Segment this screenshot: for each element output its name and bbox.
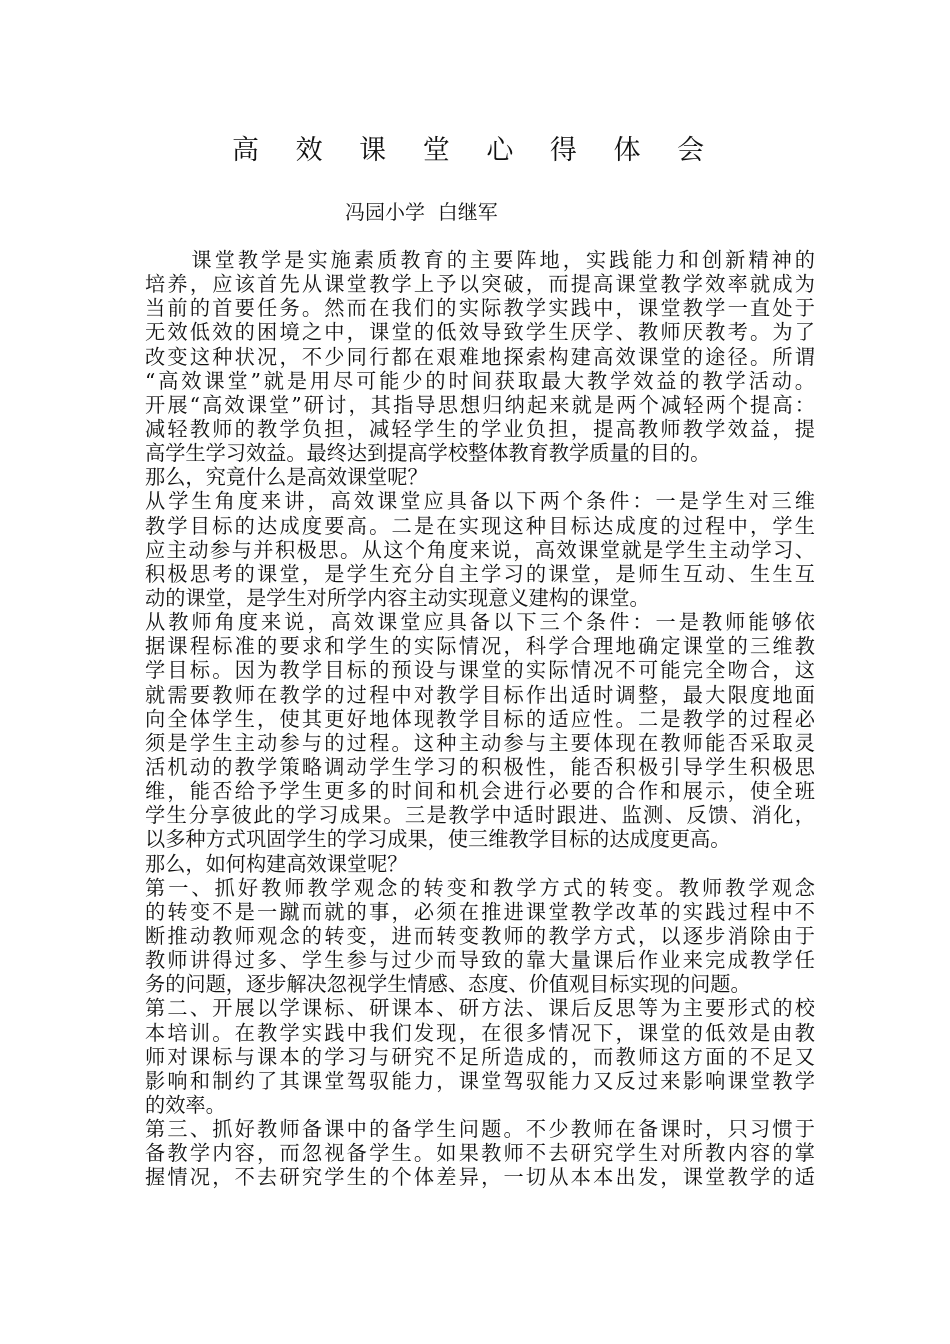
body-line: 当前的首要任务。然而在我们的实际教学实践中，课堂教学一直处于: [145, 296, 815, 321]
body-line: 培养，应该首先从课堂教学上予以突破，而提高课堂教学效率就成为: [145, 272, 815, 297]
body-line: 应主动参与并积极思。从这个角度来说，高效课堂就是学生主动学习、: [145, 537, 815, 562]
body-line: 维，能否给予学生更多的时间和机会进行必要的合作和展示，使全班: [145, 779, 815, 804]
body-line: 减轻教师的教学负担，减轻学生的学业负担，提高教师教学效益，提: [145, 416, 815, 441]
body-line: 就需要教师在教学的过程中对教学目标作出适时调整，最大限度地面: [145, 682, 815, 707]
body-line: 备教学内容，而忽视备学生。如果教师不去研究学生对所教内容的掌: [145, 1141, 815, 1166]
body-line: 的转变不是一蹴而就的事，必须在推进课堂教学改革的实践过程中不: [145, 899, 815, 924]
body-line: 活机动的教学策略调动学生学习的积极性，能否积极引导学生积极思: [145, 754, 815, 779]
body-line: 无效低效的困境之中，课堂的低效导致学生厌学、教师厌教考。为了: [145, 320, 815, 345]
body-line: 第三、抓好教师备课中的备学生问题。不少教师在备课时，只习惯于: [145, 1117, 815, 1142]
body-line: 从教师角度来说，高效课堂应具备以下三个条件：一是教师能够依: [145, 610, 815, 635]
body-line: 的效率。: [145, 1092, 226, 1117]
body-line: 第二、开展以学课标、研课本、研方法、课后反思等为主要形式的校: [145, 996, 815, 1021]
body-line: 断推动教师观念的转变，进而转变教师的教学方式，以逐步消除由于: [145, 923, 815, 948]
body-line: 动的课堂，是学生对所学内容主动实现意义建构的课堂。: [145, 585, 650, 610]
body-line: 握情况，不去研究学生的个体差异，一切从本本出发，课堂教学的适: [145, 1165, 815, 1190]
document-title: 高 效 课 堂 心 得 体 会: [232, 135, 719, 166]
body-line: 课堂教学是实施素质教育的主要阵地，实践能力和创新精神的: [145, 248, 815, 272]
body-line: 从学生角度来讲，高效课堂应具备以下两个条件：一是学生对三维: [145, 489, 815, 514]
body-line: “高效课堂”就是用尽可能少的时间获取最大教学效益的教学活动。: [145, 368, 815, 393]
body-line: 学目标。因为教学目标的预设与课堂的实际情况不可能完全吻合，这: [145, 658, 815, 683]
body-line: 务的问题，逐步解决忽视学生情感、态度、价值观目标实现的问题。: [145, 972, 751, 997]
document-body: [145, 248, 815, 1189]
body-line: 学生分享彼此的学习成果。三是教学中适时跟进、监测、反馈、消化，: [145, 803, 815, 828]
body-line: 高学生学习效益。最终达到提高学校整体教育教学质量的目的。: [145, 441, 711, 466]
document-author: 冯园小学 白继军: [345, 200, 498, 224]
body-line: 师对课标与课本的学习与研究不足所造成的，而教师这方面的不足又: [145, 1044, 815, 1069]
body-line: 据课程标准的要求和学生的实际情况，科学合理地确定课堂的三维教: [145, 634, 815, 659]
body-line: 第一、抓好教师教学观念的转变和教学方式的转变。教师教学观念: [145, 875, 815, 900]
body-line: 改变这种状况，不少同行都在艰难地探索构建高效课堂的途径。所谓: [145, 344, 815, 369]
body-line: 向全体学生，使其更好地体现教学目标的适应性。二是教学的过程必: [145, 706, 815, 731]
body-line: 影响和制约了其课堂驾驭能力，课堂驾驭能力又反过来影响课堂教学: [145, 1068, 815, 1093]
body-line: 积极思考的课堂，是学生充分自主学习的课堂，是师生互动、生生互: [145, 561, 815, 586]
body-line: 那么，如何构建高效课堂呢？: [145, 851, 408, 876]
body-line: 本培训。在教学实践中我们发现，在很多情况下，课堂的低效是由教: [145, 1020, 815, 1045]
body-line: 开展“高效课堂”研讨，其指导思想归纳起来就是两个减轻两个提高：: [145, 392, 815, 417]
body-line: 那么，究竟什么是高效课堂呢？: [145, 465, 428, 490]
body-line: 教师讲得过多、学生参与过少而导致的靠大量课后作业来完成教学任: [145, 948, 815, 973]
body-line: 以多种方式巩固学生的学习成果，使三维教学目标的达成度更高。: [145, 827, 731, 852]
body-line: 教学目标的达成度要高。二是在实现这种目标达成度的过程中，学生: [145, 513, 815, 538]
body-line: 须是学生主动参与的过程。这种主动参与主要体现在教师能否采取灵: [145, 730, 815, 755]
